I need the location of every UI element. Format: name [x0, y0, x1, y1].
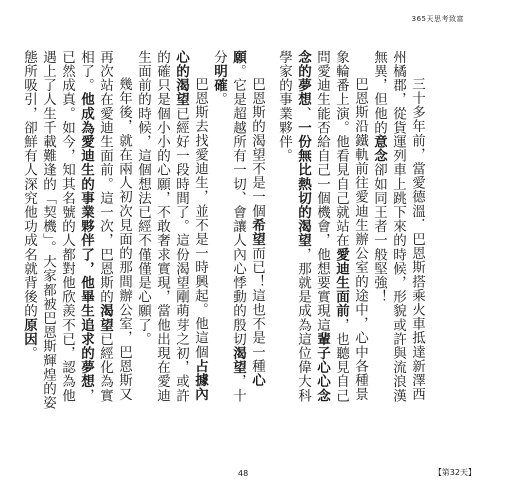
paragraph — [274, 50, 369, 410]
vertical-text-body — [21, 50, 426, 410]
body-text: 、 — [295, 106, 311, 121]
day-label: 【第32天】 — [433, 468, 476, 477]
body-text: 已經化為實相了。 — [78, 50, 113, 403]
emphasis-text: 希望 — [249, 218, 265, 247]
body-text: 巴恩斯沿鐵軌前往愛迪生辦公室的途中，心中各種景象輪番上演。他看見自己就站在 — [333, 50, 368, 402]
body-text: ，那就是成為這位偉大科學家的事業夥伴。 — [276, 50, 311, 403]
body-text: ，已然成真。如今，知其名號的人都對他欣羨不已，認為他遇上了人生千載難逢的「契機」。大家都被巴恩斯輝煌的姿態所吸引，卻鮮有人深究他功成名就背後的 — [21, 50, 94, 410]
body-text: 而已！這也不是一種 — [249, 246, 265, 374]
paragraph — [209, 50, 266, 410]
emphasis-text: 輩子心心念念的夢想 — [295, 50, 330, 403]
body-text: 卻如同王者一般堅強！ — [371, 162, 387, 304]
body-text: 巴恩斯的渴望不是一個 — [249, 77, 265, 218]
paragraph — [369, 50, 426, 410]
paragraph — [133, 50, 209, 410]
body-text: ，也聽見自己問愛迪生能否給自己一個機會，他想要實現這 — [314, 50, 349, 403]
body-text: 。它是超越所有一切、會讓人內心悸動的殷切 — [230, 64, 246, 347]
emphasis-text: 他成為愛迪生的事業夥伴了 — [78, 92, 94, 262]
body-text: 已經好一段時間了。這份渴望剛萌芽之初，或許的確只是個小小的心願，不敢奢求實現，當他出現在愛迪生面前的時候，這個想法已經不僅僅是心願了。 — [135, 50, 189, 403]
emphasis-text: 明確 — [211, 64, 227, 93]
page-number: 48 — [238, 469, 249, 478]
emphasis-text: 占據內心的渴望 — [173, 50, 208, 402]
body-text: 三十多年前，當愛德溫．巴恩斯搭乘火車抵達新澤西州橘郡，從貨運列車上跳下來的時候，形貌或許與流浪漢無異，但他的 — [371, 50, 425, 403]
emphasis-text: ，他畢生追求的夢想 — [78, 261, 94, 389]
body-text: 。 — [21, 346, 37, 361]
emphasis-text: 渴望 — [230, 346, 246, 375]
emphasis-text: 意念 — [371, 134, 387, 163]
body-text: 巴恩斯去找愛迪生，並不是一時興起。他這個 — [192, 77, 208, 359]
emphasis-text: 一份無比熱切的渴望 — [295, 120, 311, 248]
body-text: ，十分 — [211, 50, 246, 403]
emphasis-text: 愛迪生面前 — [333, 247, 349, 318]
body-text: 幾年後，就在兩人初次見面的那間辦公室，巴恩斯又再次站在愛迪生面前。這一次，巴恩斯的 — [97, 50, 132, 402]
running-header: 365天思考致富 — [411, 15, 464, 23]
emphasis-text: 原因 — [21, 317, 37, 347]
body-text: 。 — [211, 92, 227, 107]
emphasis-text: 心願 — [230, 50, 265, 388]
paragraph — [19, 50, 133, 410]
emphasis-text: 渴望 — [97, 303, 113, 333]
